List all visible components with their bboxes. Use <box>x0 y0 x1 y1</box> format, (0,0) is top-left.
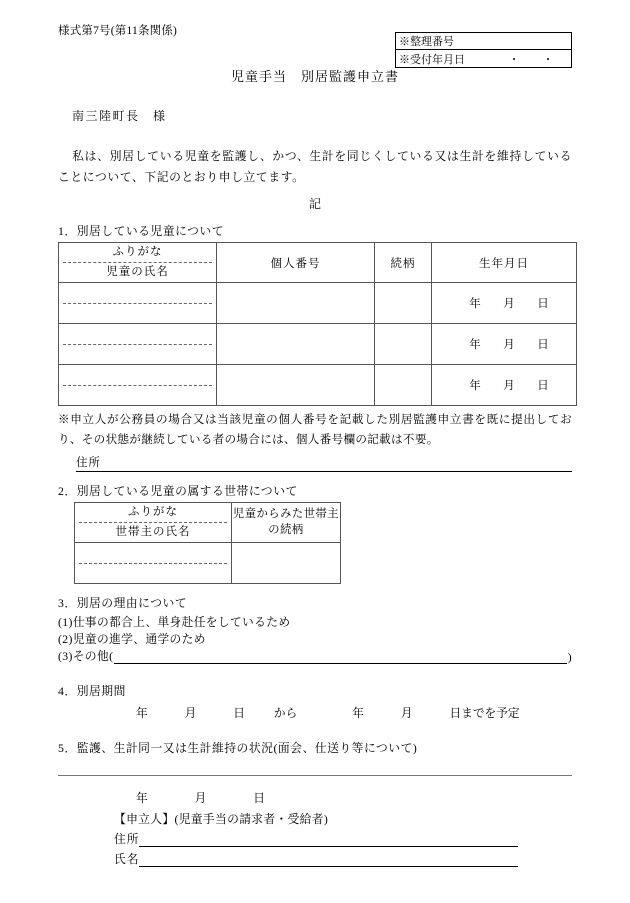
child-address-input[interactable] <box>101 458 572 472</box>
reason-option-2[interactable]: (2)児童の進学、通学のため <box>58 632 206 646</box>
section3-heading: 3．別居の理由について <box>58 595 188 610</box>
cell-birth-date[interactable] <box>432 365 577 406</box>
reason-option-3-prefix: (3)その他( <box>58 649 114 663</box>
cell-birth-date[interactable] <box>432 324 577 365</box>
separation-period-row[interactable] <box>110 705 572 721</box>
applicant-address-input[interactable] <box>139 833 518 847</box>
cell-relationship[interactable] <box>375 365 432 406</box>
unit-day: 日 <box>537 339 549 352</box>
cell-householder-name[interactable] <box>75 542 232 583</box>
column-header-individual-number: 個人番号 <box>217 243 375 283</box>
cell-child-name[interactable] <box>59 365 217 406</box>
reference-number-label: ※整理番号 <box>399 36 454 48</box>
signature-month: 月 <box>194 791 207 805</box>
period-start-day: 日 <box>233 706 245 720</box>
table-header-row <box>75 502 341 542</box>
period-end-day: 日までを予定 <box>449 706 520 720</box>
section1-heading: 1．別居している児童について <box>58 224 225 239</box>
form-number: 様式第7号(第11条関係) <box>58 25 178 37</box>
applicant-name-label: 氏名 <box>114 852 140 866</box>
header-cell-householder <box>75 502 232 542</box>
cell-relationship-to-child[interactable] <box>232 542 341 583</box>
column-header-relationship: 続柄 <box>375 243 432 283</box>
reason-option-1[interactable]: (1)仕事の都合上、単身赴任をしているため <box>58 615 291 629</box>
ki-marker: 記 <box>308 197 321 212</box>
table-header-row <box>59 243 577 283</box>
reception-date-label: ※受付年月日 <box>399 53 465 66</box>
column-header-relationship-to-child: 児童からみた世帯主の続柄 <box>232 502 341 542</box>
unit-month: 月 <box>503 298 515 311</box>
page-title: 児童手当 別居監護申立書 <box>230 69 399 84</box>
birth-date-units <box>432 377 576 393</box>
input-child-name[interactable] <box>59 304 216 323</box>
signature-date-row[interactable] <box>136 790 572 806</box>
signature-day: 日 <box>253 791 265 805</box>
input-child-name[interactable] <box>59 386 216 405</box>
reason-option-3-suffix: ) <box>567 650 572 664</box>
column-header-birth-date: 生年月日 <box>432 243 577 283</box>
unit-year: 年 <box>469 339 481 352</box>
cell-individual-number[interactable] <box>217 283 375 324</box>
section2-heading: 2．別居している児童の属する世帯について <box>58 483 298 498</box>
children-table <box>58 242 577 406</box>
birth-date-units <box>432 336 576 352</box>
reason-option-3[interactable] <box>58 648 572 664</box>
unit-year: 年 <box>469 298 481 311</box>
table-row <box>75 542 341 583</box>
input-furigana[interactable] <box>63 324 212 345</box>
section5-heading: 5．監護、生計同一又は生計維持の状況(面会、仕送り等について) <box>58 740 418 755</box>
cell-child-name[interactable] <box>59 324 217 365</box>
column-header-furigana: ふりがな <box>63 243 212 263</box>
admin-use-box <box>395 32 572 68</box>
child-address-label: 住所 <box>76 454 101 472</box>
birth-date-units <box>432 295 576 311</box>
period-end-month: 月 <box>400 706 413 720</box>
cell-individual-number[interactable] <box>217 365 375 406</box>
date-separator-1: ・ <box>508 53 520 66</box>
cell-child-name[interactable] <box>59 283 217 324</box>
cell-individual-number[interactable] <box>217 324 375 365</box>
statement-body: 私は、別居している児童を監護し、かつ、生計を同じくしている又は生計を維持していることについて、下記のとおり申し立てます。 <box>58 149 572 184</box>
section4-heading: 4．別居期間 <box>58 683 126 698</box>
cell-relationship[interactable] <box>375 283 432 324</box>
unit-day: 日 <box>537 298 549 311</box>
column-header-householder-name: 世帯主の氏名 <box>115 525 191 538</box>
period-start-year: 年 <box>136 706 148 720</box>
applicant-name-input[interactable] <box>139 853 518 867</box>
signature-year: 年 <box>136 791 148 805</box>
input-child-name[interactable] <box>59 345 216 364</box>
applicant-name-field[interactable] <box>114 851 518 867</box>
input-furigana[interactable] <box>63 365 212 386</box>
applicant-address-label: 住所 <box>114 832 140 846</box>
header-cell-name <box>59 243 217 283</box>
period-end-year: 年 <box>352 706 364 720</box>
reference-number-row[interactable] <box>396 33 571 50</box>
section5-answer-line[interactable] <box>58 774 572 776</box>
column-header-furigana: ふりがな <box>79 503 227 523</box>
cell-birth-date[interactable] <box>432 283 577 324</box>
input-furigana[interactable] <box>79 543 227 564</box>
addressee: 南三陸町長 様 <box>72 109 167 123</box>
child-address-field[interactable] <box>76 454 572 472</box>
unit-year: 年 <box>469 380 481 393</box>
unit-month: 月 <box>503 380 515 393</box>
input-householder-name[interactable] <box>75 564 231 583</box>
period-start-month: 月 <box>184 706 197 720</box>
household-table <box>74 502 341 584</box>
reception-date-row[interactable] <box>396 50 571 67</box>
reception-date-fields <box>497 51 571 67</box>
period-from-label: から <box>273 706 298 720</box>
date-separator-2: ・ <box>542 53 554 66</box>
unit-month: 月 <box>503 339 515 352</box>
input-furigana[interactable] <box>63 283 212 304</box>
applicant-title: 【申立人】(児童手当の請求者・受給者) <box>114 811 329 826</box>
table-row <box>59 283 577 324</box>
unit-day: 日 <box>537 380 549 393</box>
column-header-child-name: 児童の氏名 <box>106 266 169 279</box>
table-row <box>59 365 577 406</box>
reason-option-3-input[interactable] <box>114 650 566 664</box>
applicant-address-field[interactable] <box>114 831 518 847</box>
cell-relationship[interactable] <box>375 324 432 365</box>
table-row <box>59 324 577 365</box>
section1-note: ※申立人が公務員の場合又は当該児童の個人番号を記載した別居監護申立書を既に提出しており、その状態が継続している者の場合には、個人番号欄の記載は不要。 <box>58 413 572 446</box>
